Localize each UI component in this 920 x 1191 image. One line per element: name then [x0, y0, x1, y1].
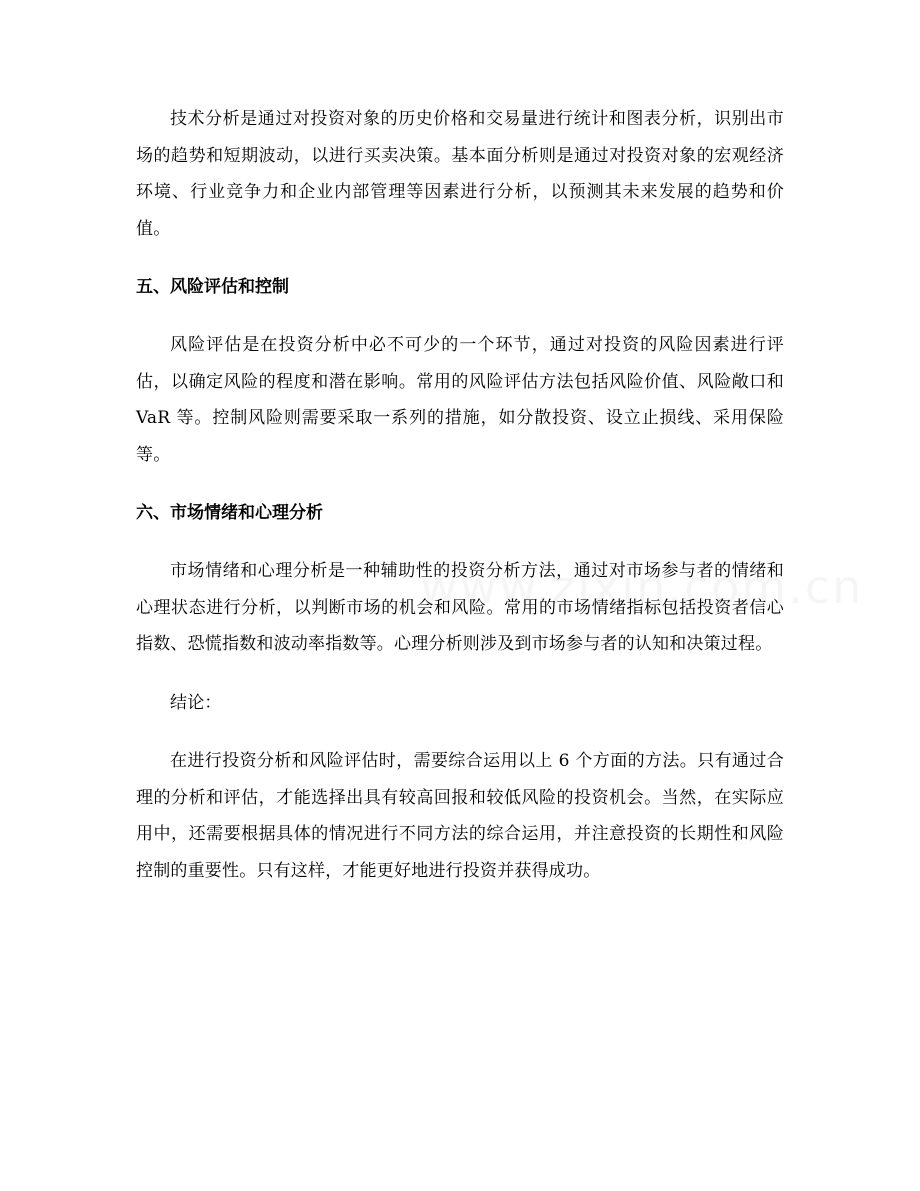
paragraph-technical-analysis: 技术分析是通过对投资对象的历史价格和交易量进行统计和图表分析，识别出市场的趋势和短期波动，以进行买卖决策。基本面分析则是通过对投资对象的宏观经济环境、行业竞争力和企业内部管理等因素进行分析，以预测其未来发展的趋势和价值。	[136, 109, 784, 239]
section-heading-risk: 五、风险评估和控制	[136, 277, 289, 297]
conclusion-label: 结论：	[170, 692, 222, 713]
spacer	[136, 531, 784, 553]
spacer	[136, 473, 784, 495]
paragraph-risk-assessment: 风险评估是在投资分析中必不可少的一个环节，通过对投资的风险因素进行评估，以确定风险的程度和潜在影响。常用的风险评估方法包括风险价值、风险敞口和 VaR 等。控制风险则需要采取一系列的措施，如分散投资、设立止损线、采用保险等。	[136, 335, 784, 465]
spacer	[136, 721, 784, 743]
spacer	[136, 663, 784, 685]
paragraph-conclusion: 在进行投资分析和风险评估时，需要综合运用以上 6 个方面的方法。只有通过合理的分析和评估，才能选择出具有较高回报和较低风险的投资机会。当然，在实际应用中，还需要根据具体的情况进行不同方法的综合运用，并注意投资的长期性和风险控制的重要性。只有这样，才能更好地进行投资并获得成功。	[136, 751, 784, 881]
spacer	[136, 305, 784, 327]
spacer	[136, 247, 784, 269]
section-heading-sentiment: 六、市场情绪和心理分析	[136, 503, 323, 523]
paragraph-market-sentiment: 市场情绪和心理分析是一种辅助性的投资分析方法，通过对市场参与者的情绪和心理状态进行分析，以判断市场的机会和风险。常用的市场情绪指标包括投资者信心指数、恐慌指数和波动率指数等。心理分析则涉及到市场参与者的认知和决策过程。	[136, 561, 784, 654]
document-body	[136, 101, 784, 889]
